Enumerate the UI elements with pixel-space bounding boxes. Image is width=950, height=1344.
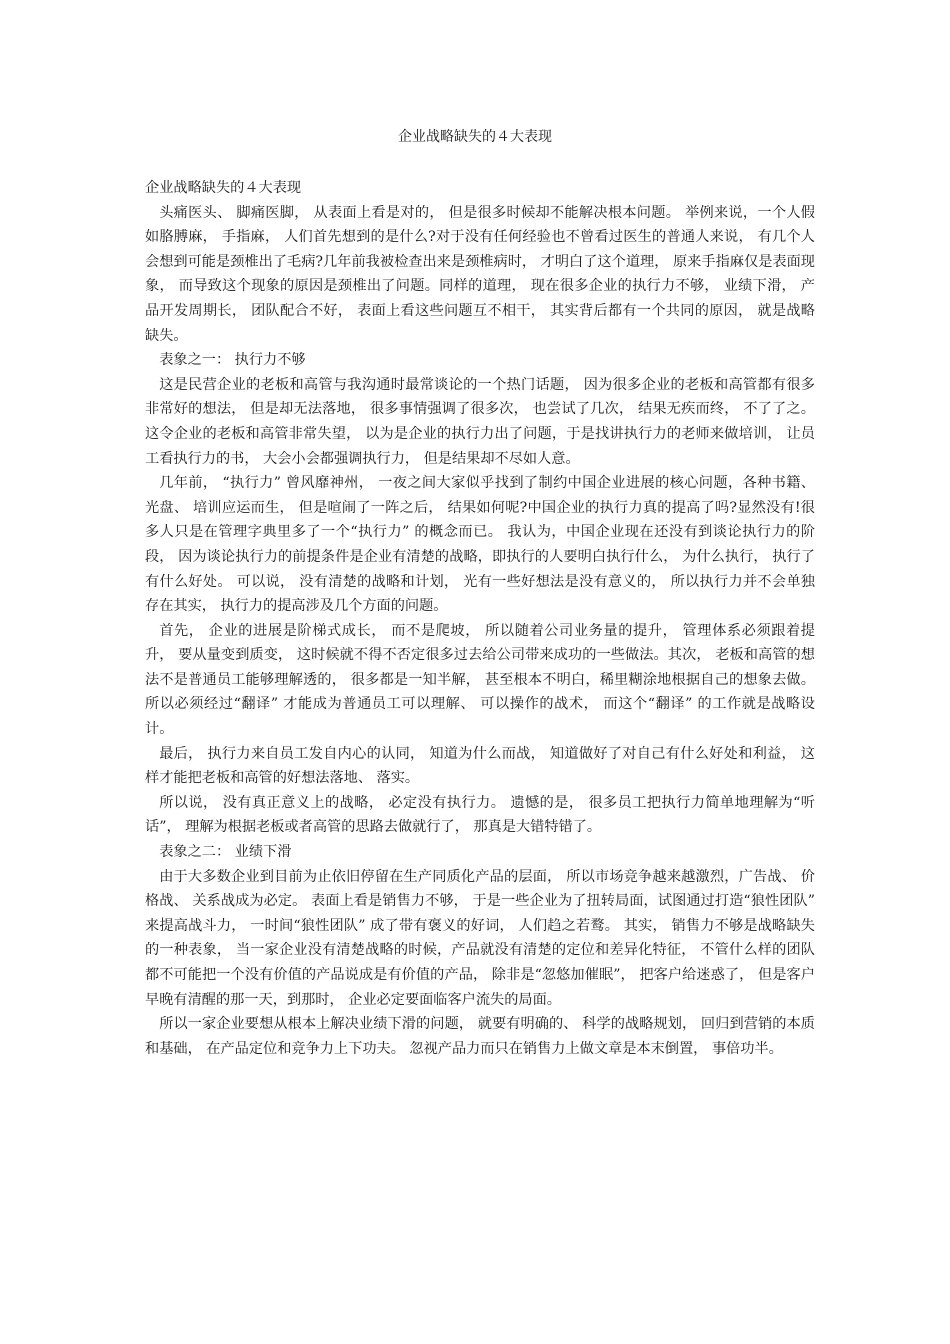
- paragraph: 由于大多数企业到目前为止依旧停留在生产同质化产品的层面， 所以市场竞争越来越激烈，广告战、 价格战、 关系战成为必定。 表面上看是销售力不够， 于是一些企业为了扭转局面，试图通过打造“狼性团队” 来提高战斗力， 一时间“狼性团队” 成了带有褒义的好词， 人们趋之若鹜。 其实， 销售力不够是战略缺失的一种表象， 当一家企业没有清楚战略的时候，产品就没有清楚的定位和差异化特征， 不管什么样的团队都不可能把一个没有价值的产品说成是有价值的产品， 除非是“忽悠加催眠”， 把客户给迷惑了， 但是客户早晚有清醒的那一天，到那时， 企业必定要面临客户流失的局面。: [145, 868, 815, 1008]
- paragraph: 首先， 企业的进展是阶梯式成长， 而不是爬坡， 所以随着公司业务量的提升， 管理体系必须跟着提升， 要从量变到质变， 这时候就不得不否定很多过去给公司带来成功的一些做法。其次， 老板和高管的想法不是普通员工能够理解透的， 很多都是一知半解， 甚至根本不明白，稀里糊涂地根据自己的想象去做。 所以必须经过“翻译” 才能成为普通员工可以理解、 可以操作的战术， 而这个“翻译” 的工作就是战略设计。: [145, 622, 815, 738]
- section-heading: 企业战略缺失的４大表现: [145, 180, 302, 196]
- subheading: 表象之一： 执行力不够: [159, 352, 306, 369]
- paragraph: 几年前， “执行力” 曾风靡神州， 一夜之间大家似乎找到了制约中国企业进展的核心问题，各种书籍、 光盘、 培训应运而生， 但是喧闹了一阵之后， 结果如何呢?中国企业的执行力真的提高了吗?显然没有!很多人只是在管理字典里多了一个“执行力” 的概念而已。 我认为，中国企业现在还没有到谈论执行力的阶段， 因为谈论执行力的前提条件是企业有清楚的战略，即执行的人要明白执行什么， 为什么执行， 执行了有什么好处。 可以说， 没有清楚的战略和计划， 光有一些好想法是没有意义的， 所以执行力并不会单独存在其实， 执行力的提高涉及几个方面的问题。: [145, 475, 815, 615]
- paragraph: 最后， 执行力来自员工发自内心的认同， 知道为什么而战， 知道做好了对自己有什么好处和利益， 这样才能把老板和高管的好想法落地、 落实。: [145, 745, 815, 787]
- paragraph: 所以说， 没有真正意义上的战略， 必定没有执行力。 遗憾的是， 很多员工把执行力简单地理解为“听话”， 理解为根据老板或者高管的思路去做就行了， 那真是大错特错了。: [145, 794, 815, 836]
- paragraph: 所以一家企业要想从根本上解决业绩下滑的问题， 就要有明确的、 科学的战略规划， 回归到营销的本质和基础， 在产品定位和竞争力上下功夫。 忽视产品力而只在销售力上做文章是本末倒置， 事倍功半。: [145, 1016, 815, 1057]
- document-title: 企业战略缺失的４大表现: [398, 129, 552, 145]
- paragraph: 头痛医头、 脚痛医脚， 从表面上看是对的， 但是很多时候却不能解决根本问题。 举例来说，一个人假如胳膊麻， 手指麻， 人们首先想到的是什么?对于没有任何经验也不曾看过医生的普通人来说， 有几个人会想到可能是颈椎出了毛病?几年前我被检查出来是颈椎病时， 才明白了这个道理， 原来手指麻仅是表面现象， 而导致这个现象的原因是颈椎出了问题。同样的道理， 现在很多企业的执行力不够， 业绩下滑， 产品开发周期长， 团队配合不好， 表面上看这些问题互不相干， 其实背后都有一个共同的原因， 就是战略缺失。: [145, 204, 815, 344]
- subheading: 表象之二： 业绩下滑: [159, 844, 292, 861]
- document-body: [145, 176, 815, 1061]
- paragraph: 这是民营企业的老板和高管与我沟通时最常谈论的一个热门话题， 因为很多企业的老板和高管都有很多非常好的想法， 但是却无法落地， 很多事情强调了很多次， 也尝试了几次， 结果无疾而终， 不了了之。 这令企业的老板和高管非常失望， 以为是企业的执行力出了问题，于是找讲执行力的老师来做培训， 让员工看执行力的书， 大会小会都强调执行力， 但是结果却不尽如人意。: [145, 376, 815, 467]
